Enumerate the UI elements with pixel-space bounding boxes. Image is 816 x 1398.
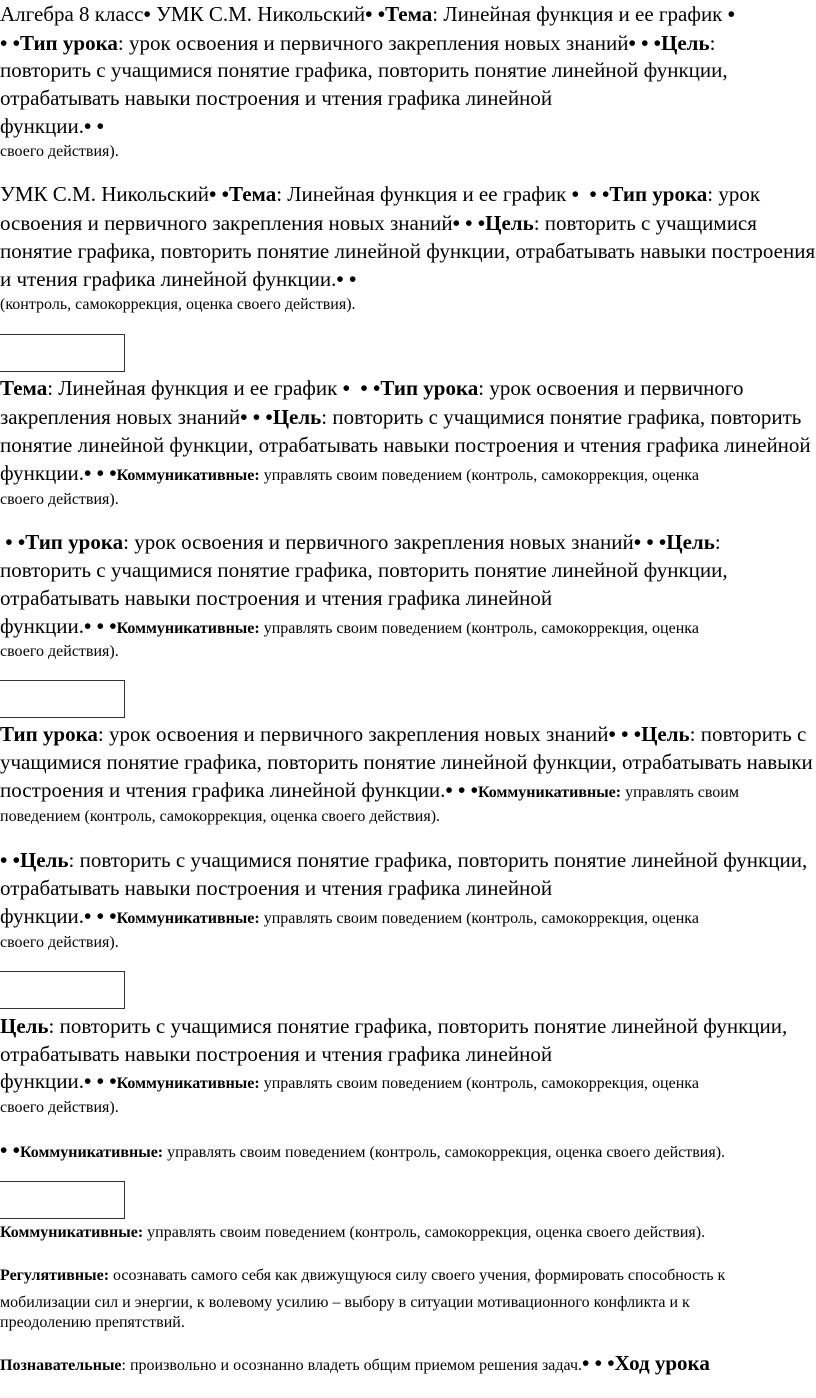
text-line [0, 935, 119, 951]
bold-text: • • •Цель [452, 211, 534, 235]
text-line [0, 378, 743, 399]
text: : урок освоения и первичного закрепления новых знаний [97, 722, 609, 746]
bold-text: • [727, 2, 735, 26]
text-line [0, 752, 813, 773]
bold-text: • • •Тип урока [571, 182, 708, 206]
text: отрабатывать навыки построения и чтения графика линейной [0, 86, 553, 110]
text: мобилизации сил и энергии, к волевому усилию – выбору в ситуации мотивационного конфликта и к [0, 1294, 690, 1311]
text: повторить с учащимися понятие графика, повторить понятие линейной функции, [0, 558, 728, 582]
text-line [0, 33, 715, 54]
bold-text: Коммуникативные: [116, 1075, 260, 1092]
text: понятие линейной функции, отрабатывать навыки построения и чтения графика линейной [0, 433, 811, 457]
text: : произвольно и осознанно владеть общим приемом решения задач. [121, 1357, 583, 1374]
bold-text: • • •Ход урока [582, 1351, 710, 1375]
text: УМК С.М. Никольский [0, 182, 210, 206]
bold-text: Коммуникативные: [0, 1224, 144, 1241]
empty-frame [0, 971, 125, 1009]
text: : повторить с учащимися понятие графика, повторить понятие линейной функции, [68, 848, 808, 872]
bold-text: • • [365, 2, 386, 26]
text: своего действия). [0, 934, 119, 951]
bold-text: • •Тема [209, 182, 277, 206]
empty-frame [0, 334, 125, 372]
bold-text: • •Тип урока [0, 31, 118, 55]
text-line [0, 1100, 119, 1116]
text-line [0, 88, 552, 109]
text-line [0, 616, 699, 637]
text-line [0, 850, 807, 871]
text: : повторить с [689, 722, 807, 746]
text-line [0, 435, 811, 456]
text-line [0, 4, 735, 25]
text-line [0, 1016, 787, 1037]
bold-text: Коммуникативные: [19, 1144, 164, 1161]
bold-text: • • • [84, 1069, 117, 1093]
text-line [0, 1140, 725, 1161]
bold-text: • • •Цель [608, 722, 690, 746]
text-line [0, 492, 119, 508]
text-line [0, 588, 552, 609]
bold-text: • • [0, 1138, 20, 1162]
text: отрабатывать навыки построения и чтения графика линейной [0, 586, 553, 610]
bold-text: • • •Тип урока [342, 376, 479, 400]
text: управлять своим поведением (контроль, самокоррекция, оценка [259, 1075, 699, 1092]
text-line [0, 560, 728, 581]
bold-text: • • • [84, 904, 117, 928]
text: управлять своим поведением (контроль, самокоррекция, оценка [259, 467, 699, 484]
text-line [0, 60, 728, 81]
text: управлять своим поведением (контроль, самокоррекция, оценка своего действия). [143, 1224, 706, 1241]
bold-text: Познавательные [0, 1357, 122, 1374]
bold-text: • • [336, 267, 357, 291]
text-line [0, 878, 552, 899]
text: построения и чтения графика линейной функции. [0, 778, 446, 802]
text: : повторить с учащимися понятие графика, повторить [321, 405, 802, 429]
bold-text: • • • [445, 778, 478, 802]
bold-text: Тема [385, 2, 433, 26]
text: : урок освоения и первичного закрепления новых знаний [123, 530, 634, 554]
text: своего действия). [0, 143, 119, 160]
text: учащимися понятие графика, повторить понятие линейной функции, отрабатывать навыки [0, 750, 813, 774]
text: функции. [0, 461, 84, 485]
text: своего действия). [0, 491, 119, 508]
text: : урок освоения и первичного закрепления новых знаний [117, 31, 629, 55]
text: функции. [0, 904, 84, 928]
text: и чтения графика линейной функции. [0, 267, 337, 291]
text-line [0, 1044, 552, 1065]
text-line [0, 906, 699, 927]
text-line [0, 1353, 710, 1374]
text-line [0, 644, 119, 660]
bold-text: Коммуникативные: [116, 910, 260, 927]
empty-frame [0, 680, 125, 718]
text-line [0, 184, 760, 205]
bold-text: • [143, 2, 157, 26]
text-line [0, 1071, 699, 1092]
text: : повторить с учащимися понятие графика, повторить понятие линейной функции, [48, 1014, 788, 1038]
bold-text: • • •Цель [240, 405, 322, 429]
text: поведением (контроль, самокоррекция, оценка своего действия). [0, 808, 441, 825]
bold-text: Коммуникативные: [116, 620, 260, 637]
bold-text: • • •Цель [628, 31, 710, 55]
text: : повторить с учащимися [533, 211, 757, 235]
text: преодолению препятствий. [0, 1314, 185, 1331]
text: своего действия). [0, 1099, 119, 1116]
text-line [0, 297, 356, 313]
text-line [0, 1268, 725, 1284]
text: управлять своим поведением (контроль, самокоррекция, оценка [259, 620, 699, 637]
text: функции. [0, 114, 84, 138]
text: осознавать самого себя как движущуюся силу своего учения, формировать способность к [109, 1267, 726, 1284]
bold-text: Регулятивные: [0, 1267, 110, 1284]
text: повторить с учащимися понятие графика, повторить понятие линейной функции, [0, 58, 728, 82]
bold-text: Коммуникативные: [477, 784, 622, 801]
bold-text: Цель [0, 1014, 49, 1038]
text-line [0, 724, 806, 745]
bold-text: • • • [84, 461, 117, 485]
text: : урок [707, 182, 761, 206]
text: управлять своим [621, 784, 739, 801]
empty-frame [0, 1181, 125, 1219]
text: отрабатывать навыки построения и чтения графика линейной [0, 876, 553, 900]
bold-text: Тип урока [0, 722, 98, 746]
text: (контроль, самокоррекция, оценка своего действия). [0, 296, 356, 313]
text: : Линейная функция и ее график [276, 182, 572, 206]
bold-text: • • [84, 114, 104, 138]
bold-text: • •Цель [0, 848, 69, 872]
text: отрабатывать навыки построения и чтения графика линейной [0, 1042, 553, 1066]
text-line [0, 1225, 705, 1241]
text-line [0, 1315, 185, 1331]
text: функции. [0, 614, 84, 638]
text: функции. [0, 1069, 84, 1093]
text: закрепления новых знаний [0, 405, 241, 429]
text: : Линейная функция и ее график [432, 2, 728, 26]
text: Алгебра 8 класс [0, 2, 144, 26]
text: УМК С.М. Никольский [156, 2, 366, 26]
text: : урок освоения и первичного [478, 376, 744, 400]
text: : [714, 530, 721, 554]
text-line [0, 213, 757, 234]
text: управлять своим поведением (контроль, самокоррекция, оценка своего действия). [163, 1144, 726, 1161]
text-line [0, 241, 815, 262]
bold-text: • • •Цель [633, 530, 715, 554]
text: освоения и первичного закрепления новых знаний [0, 211, 453, 235]
text-line [0, 407, 801, 428]
text: : Линейная функция и ее график [47, 376, 343, 400]
bold-text: • • • [84, 614, 117, 638]
text-line [0, 809, 440, 825]
text-line [0, 116, 104, 137]
text-line [0, 144, 119, 160]
text-line [0, 1295, 690, 1311]
text-line [0, 532, 721, 553]
bold-text: Коммуникативные: [116, 467, 260, 484]
text-line [0, 269, 356, 290]
text: своего действия). [0, 643, 119, 660]
text: управлять своим поведением (контроль, самокоррекция, оценка [259, 910, 699, 927]
text-line [0, 780, 739, 801]
bold-text: • •Тип урока [0, 530, 124, 554]
bold-text: Тема [0, 376, 48, 400]
text-line [0, 463, 699, 484]
text: понятие графика, повторить понятие линейной функции, отрабатывать навыки построения [0, 239, 816, 263]
text: : [709, 31, 716, 55]
